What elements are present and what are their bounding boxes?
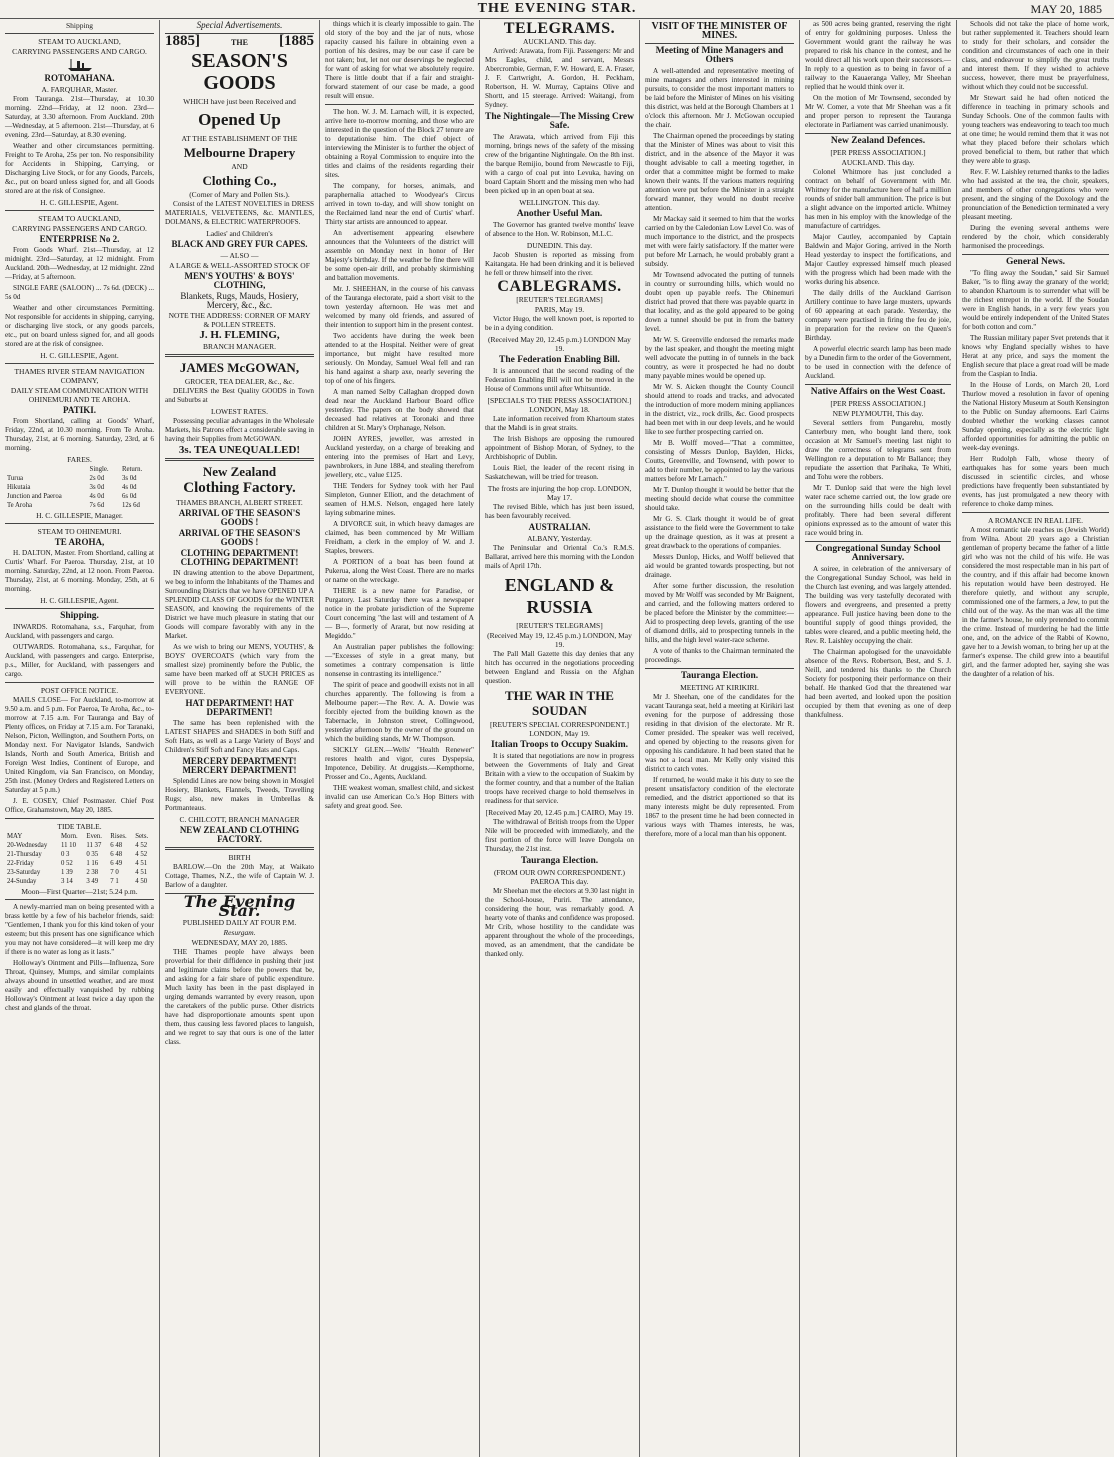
england-russia-heading: ENGLAND & RUSSIA: [504, 575, 615, 617]
steam-title: STEAM TO AUCKLAND,: [38, 37, 121, 46]
holloway-ad: Holloway's Ointment and Pills—Influenza, Sore Throat, Quinsey, Mumps, and similar complaints always abound in unsettled weather, and are most easily and effectually vanquished by rubbing Holloway's Ointment at least twice a day upon the chest and glands of the throat.: [5, 959, 154, 1012]
table-row: 23-Saturday 1 39 2 38 7 0 4 51: [7, 869, 148, 876]
steam-sub: CARRYING PASSENGERS AND CARGO.: [12, 47, 147, 56]
visit-heading: VISIT OF THE MINISTER OF MINES.: [651, 21, 788, 41]
agent: H. C. GILLESPIE, Agent.: [40, 351, 119, 360]
ship-note: Weather and other circumstances Permitting. Not responsible for accidents in shipping, carrying, or discharging live stock, or any goods parcels, etc., put on board unless signed for, and all goods stored are at the risk of consignee.: [5, 304, 154, 348]
company-title: THAMES RIVER STEAM NAVIGATION COMPANY,: [14, 367, 145, 385]
special-ads-header: Special Advertisements.: [196, 20, 283, 30]
editorial: THE Thames people have always been proverbial for their diffidence in pushing their just and legitimate claims before the powers that be, and asking for a fair share of public expenditure. Much laxity has been in the past displayed in urging demands warranted by every reason, upon the caretakers of the public purse. Other districts have had disproportionate amounts spent upon them, thus causing less favored places to languish, and we regret to say that ours is one of the latter class.: [165, 948, 314, 1046]
table-row: 24-Sunday 3 14 3 49 7 1 4 50: [7, 878, 148, 885]
column-shipping: [0, 20, 160, 1457]
table-row: 21-Thursday 0 3 0 35 6 48 4 52: [7, 851, 148, 858]
table-row: 20-Wednesday 11 10 11 37 6 48 4 52: [7, 842, 148, 849]
fares-title: FARES.: [67, 455, 92, 464]
column-telegrams: TELEGRAMS. AUCKLAND. This day. Arrived: Arawata, from Fiji. Passengers: Mr and Mrs Eagles, child, and servant, Messrs Abercrombie, German, F. W. Howard, E. A. Fraser, J. F. Cartwright, A. Gordon, H. Peckham, Robertson, H. W. Murray, Captains Olive and Shortt, and 15 steerage. Arrived: Waitangi, from Sydney. The Nightingale—The Missing Crew Safe. The Arawata, which arrived from Fiji this morning, brings news of the safety of the missing crew of the brigantine Nightingale. On the 8th inst. the barque Remijio, bound from Newcastle to Fiji, with a cargo of coal put into Levuka, having on board Captain Shortt and the missing men who had been picked up in an open boat at sea. WELLINGTON. This day. Another Useful Man. The Governor has granted twelve months' leave of absence to the Hon. W. Robinson, M.L.C. DUNEDIN. This day. Jacob Shusten is reported as missing from Kaitangata. He had been drinking and it is believed he fell or threw himself into the river. CABLEGRAMS. [REUTER'S TELEGRAMS] PARIS, May 19. Victor Hugo, the well known poet, is reported to be in a dying condition. (Received May 20, 12.45 p.m.) LONDON May 19. The Federation Enabling Bill. It is announced that the second reading of the Federation Enabling Bill will not be moved in the House of Commons until after Whitsuntide. [SPECIALS TO THE PRESS ASSOCIATION.] LONDON, May 18. Late information received from Khartoum states that the Mahdi is in great straits. The Irish Bishops are opposing the rumoured appointment of Bishop Moran, of Sydney, to the Archbishopric of Dublin. Louis Riel, the leader of the recent rising in Saskatchewan, will be tried for treason. The frosts are injuring the hop crop. LONDON, May 17. The revised Bible, which has just been issued, has been favourably received. AUSTRALIAN. ALBANY, Yesterday. The Peninsular and Oriental Co.'s R.M.S. Ballarat, arrived here this morning with the London mails of April 17th. ENGLAND & RUSSIA [REUTER'S TELEGRAMS] (Received May 19, 12.45 p.m.) LONDON, May 19. The Pall Mall Gazette this day denies that any hitch has occurred in the negotiations proceeding between England and Russia on the Afghan question. THE WAR IN THE SOUDAN [REUTER'S SPECIAL CORRESPONDENT.] LONDON, May 19. Italian Troops to Occupy Suakim. It is stated that negotiations are now in progress between the Governments of Italy and Great Britain with a view to the occupation of Suakim by the former country, and that a number of the Italian troops have received charge to hold themselves in readiness for that service. [Received May 20, 12.45 p.m.] CAIRO, May 19. The withdrawal of British troops from the Upper Nile will be proceeded with immediately, and the first portion of the force will leave Dongola on Thursday, the 21st inst. Tauranga Election. (FROM OUR OWN CORRESPONDENT.) PAEROA This day. Mr Sheehan met the electors at 9.30 last night in the School-house, Puriri. The attendance, considering the hour, was remarkably good. A hearty vote of thanks and confidence was proposed. Mr Crib, whose hostility to the candidate was apparent throughout the whole of the proceedings, moved, as an amendment, that the candidate be thanked only.: [480, 20, 640, 1457]
ship-master: A. FARQUHAR, Master.: [41, 85, 118, 94]
inwards: INWARDS. Rotomahana, s.s., Farquhar, from Auckland, with passengers and cargo.: [5, 623, 154, 640]
table-row: 22-Friday 0 52 1 16 6 49 4 51: [7, 860, 148, 867]
agent: H. C. GILLESPIE, Agent.: [40, 596, 119, 605]
telegrams-heading: TELEGRAMS.: [503, 20, 616, 37]
post-text: MAILS CLOSE— For Auckland, to-morrow at 9.50 a.m. and 5 p.m. For Paeroa, Te Aroha, &c., to-morrow at 7.15 a.m. For Tauranga and Bay of Plenty offices, on Friday at 7.15 a.m. For Taranaki, Nelson, Picton, Wellington, and Southern Ports, on Monday next. For Navigator Islands, Sandwich Islands, North and South America, British and Foreign West Indies, Continent of Europe, and United Kingdom, via San Francisco, on Monday, 25th inst. (Money Orders and Registered Letters on Saturday at 5 p.m.): [5, 696, 154, 794]
tea-ad: 3s. TEA UNEQUALLED!: [178, 444, 301, 456]
seasons-goods: SEASON'S GOODS: [191, 50, 288, 94]
opened-up: Opened Up: [198, 110, 281, 129]
company-sub: DAILY STEAM COMMUNICATION WITH OHINEMURI AND TE AROHA.: [10, 386, 149, 404]
fare: SINGLE FARE (SALOON) ... 7s 6d. (DECK) ... 5s 0d: [5, 284, 154, 301]
paper-title: THE EVENING STAR.: [477, 1, 637, 16]
table-row: Turua 2s 0d 3s 0d: [7, 475, 137, 482]
moon: Moon—First Quarter—21st; 5.24 p.m.: [21, 887, 138, 896]
column-ads: Special Advertisements. 1885] THE [1885 SEASON'S GOODS WHICH have just been Received and Opened Up AT THE ESTABLISHMENT OF THE Melbourne Drapery AND Clothing Co., (Corner of Mary and Pollen Sts.). Consist of the LATEST NOVELTIES in DRESS MATERIALS, VELVETEENS, &c. MANTLES, DOLMANS, & ELECTRIC WATERPROOFS. Ladies' and Children's BLACK AND GREY FUR CAPES. — ALSO — A LARGE & WELL-ASSORTED STOCK OF MEN'S YOUTHS' & BOYS' CLOTHING, Blankets, Rugs, Mauds, Hosiery, Mercery, &c., &c. NOTE THE ADDRESS: CORNER OF MARY & POLLEN STREETS. J. H. FLEMING, BRANCH MANAGER. JAMES McGOWAN, GROCER, TEA DEALER, &c., &c. DELIVERS the Best Quality GOODS in Town and Suburbs at LOWEST RATES. Possessing peculiar advantages in the Wholesale Markets, his Patrons effect a considerable saving in having their Supplies from McGOWAN. 3s. TEA UNEQUALLED! New Zealand Clothing Factory. THAMES BRANCH, ALBERT STREET. ARRIVAL OF THE SEASON'S GOODS ! ARRIVAL OF THE SEASON'S GOODS ! CLOTHING DEPARTMENT! CLOTHING DEPARTMENT! IN drawing attention to the above Department, we beg to inform the Inhabitants of the Thames and Surrounding Districts that we have OPENED UP A SPLENDID CLASS OF GOODS for the WINTER SEASON, and knowing the requirements of the District we have much pleasure in stating that our Goods will compare favorably with any in the Market. As we wish to bring our MEN'S, YOUTHS', & BOYS' OVERCOATS (which vary from the smallest size) prominently before the Public, the same have been marked off at SUCH PRICES as will prove to be within the RANGE OF EVERYONE. HAT DEPARTMENT! HAT DEPARTMENT! The same has been replenished with the LATEST SHAPES and SHADES in both Stiff and Soft Hats, as well as a Large Variety of Boys' and Children's Stiff Soft and Fancy Hats and Caps. MERCERY DEPARTMENT! MERCERY DEPARTMENT! Splendid Lines are now being shown in Mosgiel Hosiery, Blankets, Flannels, Tweeds, Travelling Rugs; also, new makes in Umbrellas & Portmanteaus. C. CHILCOTT, BRANCH MANAGER NEW ZEALAND CLOTHING FACTORY. BIRTH BARLOW.—On the 20th May, at Waikato Cottage, Thames, N.Z., the wife of Captain W. J. Barlow of a daughter. The Evening Star. PUBLISHED DAILY AT FOUR P.M. Resurgam. WEDNESDAY, MAY 20, 1885. THE Thames people have always been proverbial for their diffidence in pushing their just and legitimate claims before the powers that be, and asking for a fair share of public expenditure. Much laxity has been in the past displayed in urging demands warranted by every reason, upon the caretakers of the public purse. Other districts have had disproportionate amounts spent upon them, thus causing less favored places to languish, and we regret to say that ours is one of the latter class.: [160, 20, 320, 1457]
outwards: OUTWARDS. Rotomahana, s.s., Farquhar, for Auckland, with passengers and cargo. Enterprise, p.s., Miller, for Auckland, with passengers and cargo.: [5, 643, 154, 678]
column-general: Schools did not take the place of home work, but rather supplemented it. Teachers should learn to study for their scholars, and consider the condition and circumstances of each one in their class, and endeavour to simplify the great truths and interest them. If they wished to achieve success, however, there must be prayerfulness, without which they could not be successful. Mr Stewart said he had often noticed the difference in teaching in primary schools and Sunday Schools. One of the common faults with young teachers was endeavoring to teach too much at one time; he would remind them that it was not what they placed before their scholars which proved beneficial to them, but rather that which they were able to grasp. Rev. F. W. Laishley returned thanks to the ladies who had assisted at the tea, the choir, speakers, and members of other congregations who were present, and the singing of the Doxology and the pronunciation of the Benediction terminated a very pleasant meeting. During the evening several anthems were rendered by the choir, which considerably harmonised the proceedings. General News. "To fling away the Soudan," said Sir Samuel Baker, "is to fling away the granary of the world; to abandon Khartoum is to surrender what will be the richest entrepot in the world. If the Soudan were in English hands, in a very few years you would be entirely independent of the United States for both cotton and corn." The Russian military paper Svet pretends that it knows why England specially wishes to have Herat at any price, and says the moment the English secure that place a great road will be made from the Caspian to India. In the House of Lords, on March 20, Lord Thurlow moved a resolution in favor of opening the National History Museum at South Kensington to the Public on Sunday afternoons. Earl Cairns doubted whether the working classes cannot Sunday opening, especially as the electric light afforded opportunities for admitting the public on week-day evenings. Herr Rudolph Falb, whose theory of earthquakes has for some years been much discussed in scientific circles, and whose predictions have frequently been substantiated by events, has just promulgated a new theory with reference to choke damp mines. A ROMANCE IN REAL LIFE. A most romantic tale reaches us (Jewish World) from Wilna. About 20 years ago a Christian gentleman of property became the father of a little girl who was not the child of his wife. He was considered the most respectable man in his part of the country, and if this affair had become known his reputation would have been destroyed. He therefore quietly, and without any scruple, commissioned one of the farmers, a Jew, to put the child out of the way. As the man was all the time in the farmer's house, he only pretended to commit the crime. Instead of murdering he had the little one, and, on the advice of the Rabbi of Kowno, gave her to a Jewish woman, to bring her up at the farmer's expense. The child grew into a beautiful girl, and the farmer adopted her, saying she was the daughter of a relation of his.: [962, 20, 1109, 678]
ship-schedule: From Shortland, calling at Goods' Wharf, Friday, 22nd, at 10.30 morning. From Te Aroha. Thursday, 21st, at 6 morning. Saturday, 23rd, at 6 morning.: [5, 417, 154, 452]
masthead: [0, 0, 1114, 19]
story: A newly-married man on being presented with a brass kettle by a few of his bachelor friends, said: "Gentlemen, I thank you for this kind token of your esteem; but this present has one significance which you may not have considered—it will keep me dry if there is no water as long as it lasts.": [5, 903, 154, 956]
post-sign: J. E. COSEY, Chief Postmaster. Chief Post Office, Grahamstown, May 20, 1885.: [5, 797, 154, 814]
steam-title: STEAM TO OHINEMURI.: [37, 527, 122, 536]
ship-name: PATIKI.: [63, 405, 96, 415]
melbourne-drapery: Melbourne Drapery: [183, 145, 296, 160]
clothing-factory: Clothing Factory.: [183, 480, 296, 496]
ship-name: ENTERPRISE No 2.: [39, 234, 120, 244]
agent: H. C. GILLESPIE, Agent.: [40, 198, 119, 207]
mcgowan: JAMES McGOWAN,: [179, 360, 300, 375]
ship-name: TE AROHA,: [54, 537, 105, 547]
table-row: Junction and Paeroa 4s 0d 6s 0d: [7, 493, 137, 500]
column-defences: as 500 acres being granted, reserving the right of entry for goldmining purposes. Unless the Government would grant the railway he was prepared to risk his chance in the contest, and he would direct all his work upon their successors.—In reply to a question as to being in favor of a railway to the Kauaeranga Valley, Mr Sheehan replied that he would think over it. On the motion of Mr Townsend, seconded by Mr W. Comer, a vote that Mr Sheehan was a fit and proper person to represent the Tauranga electorate in Parliament was carried unanimously. New Zealand Defences. [PER PRESS ASSOCIATION.] AUCKLAND. This day. Colonel Whitmore has just concluded a contract on behalf of Government with Mr. Whitney for the manufacture here of half a million rounds of snider ball ammunition. The price is but a slight advance on the imported article. Whitney has men in his employ with the knowledge of the manufacture of cartridges. Major Cautley, accompanied by Captain Baldwin and Major Goring, arrived in the North Head yesterday to inspect the fortifications, and Major Cautley expressed himself much pleased with the progress which had been made with the works during his absence. The daily drills of the Auckland Garrison Artillery continue to have large musters, upwards of 60 appearing at each parade. Yesterday, the company were practised in firing the feu de joie, in preparation for the review on the Queen's Birthday. A powerful electric search lamp has been made by a Dunedin firm to the order of the Government, to be used in connection with the defence of Auckland. Native Affairs on the West Coast. [PER PRESS ASSOCIATION.] NEW PLYMOUTH, This day. Several settlers from Pungarehu, mostly Canterbury men, who bought land there, took occasion at Mr Samuel's meeting last night to draw the correctness of telegrams sent from Wellington re a deputation to Mr Ballance; they repudiate the assertion that Parihaka, Te Whiti, and Tohu were the robbers. Mr T. Dunlop said that were the high level water race scheme carried out, the low grade ore on the surrounding hills could be dealt with profitably. There had been several different opinions expressed as to the amount of water this race would bring in. Congregational Sunday School Anniversary. A soiree, in celebration of the anniversary of the Congregational Sunday School, was held in the Church last evening, and was largely attended. The building was very tastefully decorated with flowers and evergreens, and presented a pretty appearance. Full justice having been done to the bountiful supply of good things provided, the tables were cleared, and a public meeting held, the Rev. R. Laishley occupying the chair. The Chairman apologised for the unavoidable absence of the Revs. Robertson, Best, and S. J. Neill, and tendered his thanks to the Church Society for postponing their performance on their behalf. He thanked God that the threatened war had been averted, and looked upon the position occupied by them that evening as one of deep thankfulness.: [800, 20, 957, 1457]
column-mines: VISIT OF THE MINISTER OF MINES. Meeting of Mine Managers and Others A well-attended and representative meeting of mine managers and others interested in mining pursuits, to consider the most important matters to be laid before the Minister of Mines on his visiting this district, was held at the Borough Chambers at 1 o'clock this afternoon. Mr J. McGowan occupied the chair. The Chairman opened the proceedings by stating that the Minister of Mines was about to visit this district, and in the absence of the Mayor it was thought advisable to call a meeting together, in order that a committee might be formed to make known their wants. If the various matters requiring attention were put before the Minister in a straight forward manner, they would no doubt receive attention. Mr Mackay said it seemed to him that the works carried on by the Caledonian Low Level Co. was of much importance to the district, and the prospects met with were fairly satisfactory. If the matter were put before Mr Larnach, he would probably grant a subsidy. Mr Townsend advocated the putting of tunnels in country or surrounding hills, which would no doubt open up payable reefs. The Ohinemuri district had proved that there was payable quartz in that locality, and as the gold appeared to be going down a tunnel should be put in from the battery level. Mr W. S. Greenville endorsed the remarks made by the last speaker, and thought the meeting might well advocate the putting in of tunnels in the back country, as were it prospected he had no doubt many payable mines would be opened up. Mr W. S. Aicken thought the County Council should attend to roads and tracks, and advocated the introduction of more modern mining appliances in the district, viz., rock drills, &c. Good prospects had been met with in our deep levels, and he would like to see further prospecting carried on. Mr B. Wolff moved—"That a committee, consisting of Messrs Dunlop, Baylden, Hicks, Coutts, Greenville, and Townsend, with power to add to their number, be appointed to lay the various matters before Mr Larnach." Mr T. Dunlop thought it would be better that the meeting should decide what course the committee should take. Mr G. S. Clark thought it would be of great assistance to the field were the Government to take up the drainage question, as it was at present a great drawback to the operations of companies. Messrs Dunlop, Hicks, and Wolff believed that aid would be granted towards prospecting, but not drainage. After some further discussion, the resolution moved by Mr Wolff was seconded by Mr Baignent, and carried, and the following matters ordered to be placed before the Minister by the committee:—Aid to prospecting deep levels, granting of the use of diamond drills, aid to prospecting tunnels in the hills, and the high level water-race scheme. A vote of thanks to the Chairman terminated the proceedings. Tauranga Election. MEETING AT KIRIKIRI. Mr J. Sheehan, one of the candidates for the vacant Tauranga seat, held a meeting at Kirikiri last evening for the purpose of addressing those residing in that division of the electorate. Mr R. Comer presided. The speaker was well received, and opened by objecting to the reasons given for opposing his candidature. It had been stated that he was not a local man. Mr Kelly only visited this district to catch votes. If returned, he would make it his duty to see the present unsatisfactory condition of the electorate remedied, and the district apportioned so that its many interests might be duly represented. From 1867 to the present time he had been connected in various ways with Thames interests, he was, therefore, more of a local man than his opponent.: [640, 20, 800, 1457]
soudan-heading: THE WAR IN THE SOUDAN: [505, 688, 614, 718]
steamship-icon: [67, 58, 93, 72]
cablegrams-heading: CABLEGRAMS.: [497, 278, 622, 295]
tide-table: MAY Morn. Even. Rises. Sets. 20-Wednesday 11 10 11 37 6 48 4 52 21-Thursday 0 3 0 35 6 48 4 52 22-Friday 0 52 1 16 6 49 4 51 23-Saturday 1 39 2 38 7 0 4 51 24-Sunday 3 14 3 49 7 1 4 50: [5, 832, 154, 886]
ship-name: ROTOMAHANA.: [44, 73, 115, 83]
section-header: Shipping: [65, 21, 94, 30]
manager: H. C. GILLESPIE, Manager.: [36, 511, 123, 520]
column-local: things which it is clearly impossible to gain. The old story of the boy and the jar of nuts, whose rapacity caused his failure in obtaining even a portion of his desires, may be our case if care be not taken; but, let not our deservings be neglected for want of asking for what we absolutely require. There is little doubt that if a fair and straight-forward statement of our case be made, a good result will ensue. The hon. W. J. M. Larnach will, it is expected, arrive here to-morrow morning, and those who are interested in the question of the Block 27 tenure are to deputationise him. The chief object of interviewing the Minister is to further the object of obtaining a Royal Commission to enquire into the titles and claims of the residents regarding their sites. The company, for horses, animals, and paraphernalia attached to Woodyear's Circus arrived in town to-day, and will show tonight on the Reclaimed land near the end of Curtis' wharf. Thirty star artists are announced to appear. An advertisement appearing elsewhere announces that the Volunteers of the district will assemble on Monday next in honor of Her Majesty's birthday. If the weather be fine there will be some open-air drill, and probably skirmishing and battalion movements. Mr. J. SHEEHAN, in the course of his canvass of the Tauranga electorate, paid a short visit to the town yesterday afternoon. He was met and welcomed by many old friends, and assured of their intention to support him in the present contest. Two accidents have during the week been attended to at the Hospital. Neither were of great importance, but might have resulted more seriously. On Monday, Samuel Weal fell and ran his hand against a sharp axe, nearly severing the top of one of his fingers. A man named Selby Callaghan dropped down dead near the Auckland Harbour Board office yesterday. The papers on the body showed that deceased had relatives at Toronaki and three children at St. Mary's Orphanage, Nelson. JOHN AYRES, jeweller, was arrested in Auckland yesterday, on a charge of breaking and entering into the premises of Hart and Levy, pawnbrokers, in June 1884, and stealing therefrom jewellery, etc., value £125. THE Tenders for Sydney took with her Paul Simpleton, Gunner Elliott, and the detachment of seamen of H.M.S. Nelson, engaged here lately laying submarine mines. A DIVORCE suit, in which heavy damages are claimed, has been commenced by Mr William Freidham, a clerk in the employ of W. and J. Staples, brewers. A PORTION of a boat has been found at Pukerua, along the West Coast. There are no marks or name on the wreckage. THERE is a new name for Paradise, or Purgatory. Last Saturday there was a newspaper notice in the probate jurisdiction of the Supreme Court concerning "the last will and testament of A— B—, formerly of Ararat, but now residing at Megiddo." An Australian paper publishes the following:—"Excesses of style in a great many, but sometimes a contrary compensation is little nonsense in contrasting its intelligence." The spirit of peace and goodwill exists not in all churches apparently. The following is from a Melbourne paper:—The Rev. A. A. Dowie was forcibly ejected from the building known as the Tabernacle, in Johnston street, Collingwood, yesterday afternoon by the owner of the ground on which the building stands, Mr W. Thompson. SICKLY GLEN.—Wells' "Health Renewer" restores health and vigor, cures Dyspepsia, Impotence, Debility. At druggists.—Kempthorne, Prosser and Co., Agents, Auckland. THE weakest woman, smallest child, and sickest invalid can use American Co.'s Hop Bitters with safety and great good. See.: [320, 20, 480, 1457]
issue-date: MAY 20, 1885: [1030, 2, 1102, 16]
fares-table: Single. Return. Turua 2s 0d 3s 0d Hikutaia 3s 0d 4s 0d Junction and Paeroa 4s 0d 6s 0d Te Aroha 7s 6d 12s 6d: [5, 465, 154, 510]
ship-schedule: From Goods Wharf. 21st—Thursday, at 12 midnight. 23rd—Saturday, at 12 midnight. From Auckland. 20th—Wednesday, at 12 midnight. 22nd—Friday, at 5 afternoon.: [5, 246, 154, 281]
steam-sub: CARRYING PASSENGERS AND CARGO.: [12, 224, 147, 233]
table-row: Te Aroha 7s 6d 12s 6d: [7, 502, 140, 509]
table-row: Hikutaia 3s 0d 4s 0d: [7, 484, 137, 491]
post-title: POST OFFICE NOTICE.: [40, 686, 119, 695]
ship-schedule: From Tauranga. 21st—Thursday, at 10.30 morning. 22nd—Friday, at 12 noon. 23rd—Saturday, at 3.30 afternoon. From Auckland. 20th—Wednesday, at 5 afternoon. 21st—Thursday, at 6 evening. 23rd—Saturday, at 8.30 evening.: [5, 95, 154, 139]
year-banner: 1885] THE [1885: [165, 33, 314, 49]
ship-schedule: H. DALTON, Master. From Shortland, calling at Curtis' Wharf. For Paeroa. Thursday, 21st, at 10 morning. Saturday, 22nd, at 12 noon. From Paeroa. Thursday, 21st, at 6 morning. Monday, 25th, at 6 morning.: [5, 549, 154, 593]
shipping-heading: Shipping.: [60, 611, 99, 621]
paper-nameplate: The Evening Star.: [183, 892, 296, 920]
steam-title: STEAM TO AUCKLAND,: [38, 214, 121, 223]
ship-note: Weather and other circumstances permitting. Freight to Te Aroha, 25s per ton. No responsibility for Accidents in Shipping, Carrying, or Discharging Live Stock, or for any Goods, Parcels, &c., put on board unless signed for, and all Goods stored are at the risk of Consignee.: [5, 142, 154, 195]
tide-title: TIDE TABLE.: [57, 822, 102, 831]
